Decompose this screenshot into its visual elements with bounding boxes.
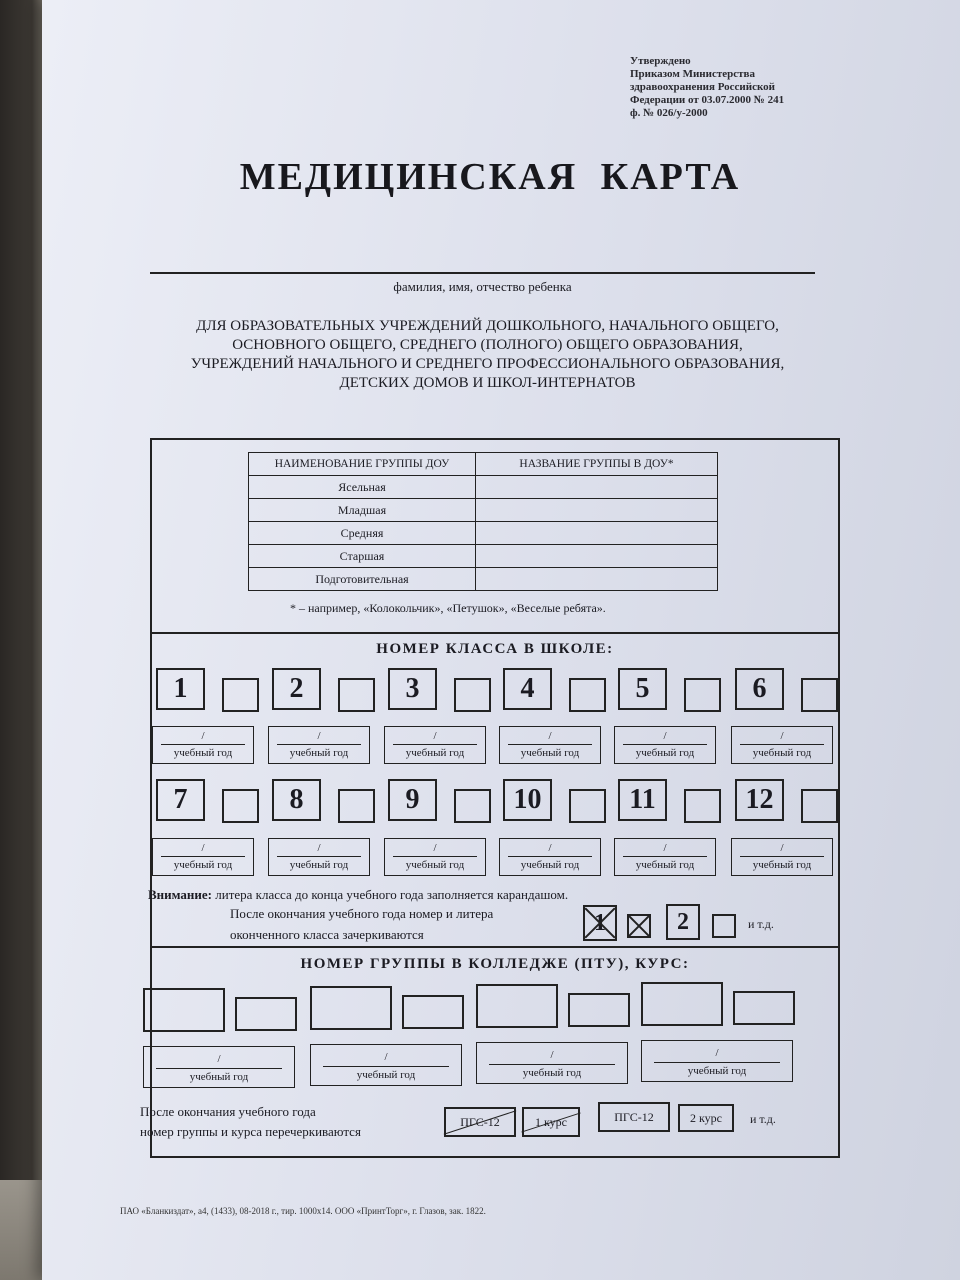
year-label: учебный год [405,747,465,759]
college-example-etc: и т.д. [750,1112,776,1126]
year-label: учебный год [356,1069,416,1081]
subtitle-line: ОСНОВНОГО ОБЩЕГО, СРЕДНЕГО (ПОЛНОГО) ОБЩЕГО ОБРАЗОВАНИЯ, [232,337,743,353]
year-underline [277,856,361,857]
school-year-field[interactable] [731,838,833,876]
year-label: учебный год [752,859,812,871]
year-label: учебный год [173,747,233,759]
example-current-group: ПГС-12 [598,1102,670,1132]
example-crossed-letter-box [627,914,651,938]
group-name-cell: Ясельная [249,476,476,499]
grade-number-box: 8 [272,779,321,821]
year-underline [508,856,592,857]
school-year-field[interactable] [268,838,370,876]
year-underline [654,1062,780,1063]
approval-line: здравоохранения Российской [630,81,776,93]
group-title-field[interactable] [476,499,718,522]
grade-letter-box[interactable] [569,678,606,712]
year-slash: / [384,1051,388,1063]
section-divider [150,946,840,948]
year-underline [156,1068,282,1069]
year-slash: / [663,730,667,742]
note-text: литера класса до конца учебного года заполняется карандашом. [215,887,569,902]
example-current-grade: 2 [666,904,700,940]
document-subtitle [150,317,825,393]
school-year-field[interactable] [731,726,833,764]
school-year-field[interactable] [499,726,601,764]
example-letter-box [712,914,736,938]
table-header: НАИМЕНОВАНИЕ ГРУППЫ ДОУ [249,453,476,476]
year-slash: / [317,842,321,854]
school-year-field[interactable] [384,838,486,876]
year-underline [161,856,245,857]
year-underline [740,856,824,857]
group-name-cell: Подготовительная [249,568,476,591]
table-row [249,499,718,522]
year-label: учебный год [289,859,349,871]
grade-number-box: 12 [735,779,784,821]
school-class-title: НОМЕР КЛАССА В ШКОЛЕ: [376,641,614,657]
year-label: учебный год [289,747,349,759]
college-year-field[interactable] [641,1040,793,1082]
college-year-field[interactable] [476,1042,628,1084]
section-divider [150,632,840,634]
strike-note-line: оконченного класса зачеркиваются [230,927,424,942]
example-crossed-group: ПГС-12 [444,1107,516,1137]
grade-letter-box[interactable] [454,678,491,712]
year-label: учебный год [520,747,580,759]
year-slash: / [317,730,321,742]
document-title: МЕДИЦИНСКАЯ КАРТА [239,156,741,198]
year-slash: / [433,842,437,854]
groups-footnote: * – например, «Колокольчик», «Петушок», «Веселые ребята». [290,601,606,615]
child-name-line[interactable] [150,272,815,274]
grade-number-box: 3 [388,668,437,710]
school-year-field[interactable] [499,838,601,876]
group-name-cell: Средняя [249,522,476,545]
year-underline [623,744,707,745]
table-row [249,522,718,545]
college-note-line: номер группы и курса перечеркиваются [140,1124,361,1139]
grade-letter-box[interactable] [222,678,259,712]
grade-number-box: 11 [618,779,667,821]
year-slash: / [548,842,552,854]
school-year-field[interactable] [614,726,716,764]
table-row [249,568,718,591]
group-title-field[interactable] [476,476,718,499]
year-underline [393,856,477,857]
college-course-box[interactable] [402,995,464,1029]
year-slash: / [433,730,437,742]
college-course-box[interactable] [568,993,630,1027]
year-label: учебный год [687,1065,747,1077]
subtitle-line: УЧРЕЖДЕНИЙ НАЧАЛЬНОГО И СРЕДНЕГО ПРОФЕССИОНАЛЬНОГО ОБРАЗОВАНИЯ, [190,356,785,372]
college-note-line: После окончания учебного года [140,1104,316,1119]
grade-letter-box[interactable] [684,789,721,823]
approval-line: Федерации от 03.07.2000 № 241 [630,94,785,106]
college-group-box[interactable] [310,986,392,1030]
grade-number-box: 1 [156,668,205,710]
strike-note-line: После окончания учебного года номер и литера [230,906,494,921]
school-year-field[interactable] [152,726,254,764]
grade-number-box: 6 [735,668,784,710]
college-course-box[interactable] [733,991,795,1025]
year-slash: / [780,730,784,742]
year-slash: / [217,1053,221,1065]
grade-letter-box[interactable] [222,789,259,823]
grade-number-box: 4 [503,668,552,710]
kindergarten-groups-table [248,452,718,591]
year-label: учебный год [635,747,695,759]
group-title-field[interactable] [476,522,718,545]
year-underline [740,744,824,745]
year-underline [323,1066,449,1067]
approval-stamp-text [630,55,784,120]
college-group-box[interactable] [143,988,225,1032]
approval-line: ф. № 026/у-2000 [630,107,708,119]
year-underline [393,744,477,745]
year-underline [508,744,592,745]
year-slash: / [548,730,552,742]
example-crossed-course: 1 курс [522,1107,580,1137]
school-year-field[interactable] [152,838,254,876]
example-crossed-grade [583,905,617,941]
year-label: учебный год [752,747,812,759]
year-slash: / [201,842,205,854]
example-grade-number: 1 [594,910,606,936]
group-title-field[interactable] [476,545,718,568]
year-label: учебный год [405,859,465,871]
group-name-cell: Старшая [249,545,476,568]
table-header: НАЗВАНИЕ ГРУППЫ В ДОУ* [476,453,718,476]
college-year-field[interactable] [143,1046,295,1088]
subtitle-line: ДЛЯ ОБРАЗОВАТЕЛЬНЫХ УЧРЕЖДЕНИЙ ДОШКОЛЬНОГО, НАЧАЛЬНОГО ОБЩЕГО, [196,318,779,334]
grade-letter-box[interactable] [801,678,838,712]
grade-number-box: 2 [272,668,321,710]
college-course-box[interactable] [235,997,297,1031]
year-underline [489,1064,615,1065]
year-underline [623,856,707,857]
example-current-course: 2 курс [678,1104,734,1132]
table-row [249,545,718,568]
child-name-caption: фамилия, имя, отчество ребенка [393,279,572,294]
example-etc: и т.д. [748,917,774,931]
year-slash: / [780,842,784,854]
approval-line: Утверждено [630,55,691,67]
table-row [249,476,718,499]
college-group-box[interactable] [641,982,723,1026]
school-year-field[interactable] [268,726,370,764]
year-slash: / [201,730,205,742]
note-label: Внимание: [148,887,212,902]
group-name-cell: Младшая [249,499,476,522]
year-slash: / [550,1049,554,1061]
group-title-field[interactable] [476,568,718,591]
college-group-title: НОМЕР ГРУППЫ В КОЛЛЕДЖЕ (ПТУ), КУРС: [300,956,690,972]
school-year-field[interactable] [384,726,486,764]
year-slash: / [663,842,667,854]
subtitle-line: ДЕТСКИХ ДОМОВ И ШКОЛ-ИНТЕРНАТОВ [339,375,636,391]
grade-letter-box[interactable] [684,678,721,712]
grade-letter-box[interactable] [338,678,375,712]
year-underline [277,744,361,745]
pencil-note [148,887,568,903]
college-year-field[interactable] [310,1044,462,1086]
grade-letter-box[interactable] [569,789,606,823]
year-slash: / [715,1047,719,1059]
grade-letter-box[interactable] [454,789,491,823]
school-year-field[interactable] [614,838,716,876]
year-underline [161,744,245,745]
grade-number-box: 7 [156,779,205,821]
printer-imprint: ПАО «Бланкиздат», а4, (1433), 08-2018 г., тир. 1000х14. ООО «ПринтТорг», г. Глазов, зак. 1822. [120,1206,486,1216]
approval-line: Приказом Министерства [630,68,755,80]
year-label: учебный год [173,859,233,871]
grade-letter-box[interactable] [338,789,375,823]
grade-number-box: 9 [388,779,437,821]
year-label: учебный год [522,1067,582,1079]
year-label: учебный год [635,859,695,871]
grade-letter-box[interactable] [801,789,838,823]
year-label: учебный год [520,859,580,871]
year-label: учебный год [189,1071,249,1083]
grade-number-box: 5 [618,668,667,710]
college-group-box[interactable] [476,984,558,1028]
grade-number-box: 10 [503,779,552,821]
